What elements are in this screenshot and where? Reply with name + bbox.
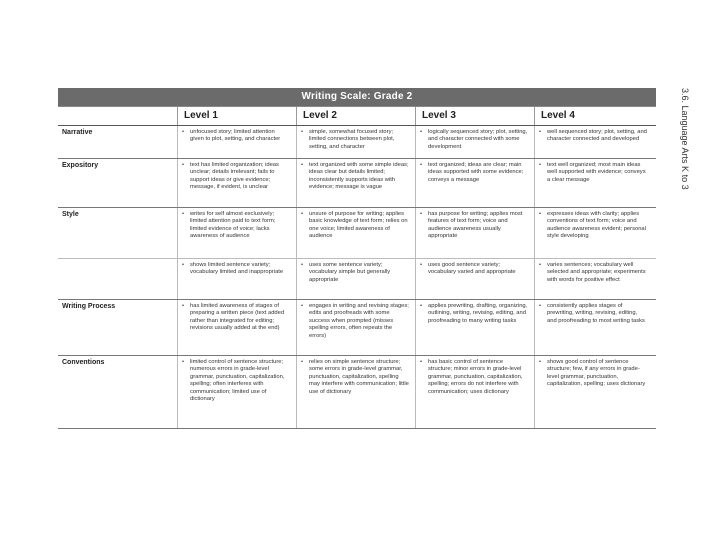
table-cell: • varies sentences; vocabulary well selected and appropriate; experiments with words for positive effect	[534, 259, 653, 299]
table-row-expository	[58, 159, 656, 208]
side-page-label	[666, 88, 696, 208]
level-4-header: Level 4	[534, 107, 653, 125]
table-cell: • uses good sentence variety; vocabulary varied and appropriate	[415, 259, 534, 299]
side-label-text: 3.6. Language Arts K to 3	[680, 88, 690, 190]
writing-scale-table	[58, 88, 656, 429]
table-row-conventions	[58, 356, 656, 429]
table-cell: • expresses ideas with clarity; applies conventions of text form; voice and audience awareness evident; personal style developing	[534, 208, 653, 258]
table-cell: • simple, somewhat focused story; limited connections between plot, setting, and character	[296, 126, 415, 158]
table-cell: • logically sequenced story; plot, setting, and character connected with some development	[415, 126, 534, 158]
table-cell: • engages in writing and revising stages; edits and proofreads with some success when prompted (misses spelling errors, often repeats the errors)	[296, 300, 415, 355]
table-cell: • relies on simple sentence structure; some errors in grade-level grammar, punctuation, capitalization, spelling may interfere with communication; little use of dictionary	[296, 356, 415, 428]
table-cell: • writes for self almost exclusively; limited attention paid to text form; limited evidence of voice; lacks awareness of audience	[177, 208, 296, 258]
table-cell: • has limited awareness of stages of preparing a written piece (text added rather than integrated for editing; revisions usually added at the end)	[177, 300, 296, 355]
level-1-header: Level 1	[177, 107, 296, 125]
table-cell: • text organized; ideas are clear; main ideas supported with some evidence; conveys a message	[415, 159, 534, 207]
level-3-header: Level 3	[415, 107, 534, 125]
level-2-header: Level 2	[296, 107, 415, 125]
table-cell: • consistently applies stages of prewriting, writing, revising, editing, and proofreading to most writing tasks	[534, 300, 653, 355]
table-cell: • text has limited organization; ideas unclear; details irrelevant; fails to support ideas or give evidence; message, if evident, is unclear	[177, 159, 296, 207]
table-cell: • text organized with some simple ideas; ideas clear but details limited; inconsistently supports ideas with evidence; message is vague	[296, 159, 415, 207]
table-cell: • limited control of sentence structure; numerous errors in grade-level grammar, punctuation, capitalization, spelling; often interferes with communication; limited use of dictionary	[177, 356, 296, 428]
table-cell: • shows limited sentence variety; vocabulary limited and inappropriate	[177, 259, 296, 299]
row-category: Expository	[62, 162, 99, 169]
table-cell: • shows good control of sentence structure; few, if any errors in grade-level grammar, punctuation, capitalization, spelling; uses dictionary	[534, 356, 653, 428]
table-cell: • has basic control of sentence structure; minor errors in grade-level grammar, punctuation, capitalization, spelling; errors do not interfere with communication; uses dictionary	[415, 356, 534, 428]
table-row-writing-process	[58, 300, 656, 356]
table-cell: • unsure of purpose for writing; applies basic knowledge of text form; relies on one voice; limited awareness of audience	[296, 208, 415, 258]
category-header	[58, 107, 177, 125]
table-title: Writing Scale: Grade 2	[58, 88, 656, 106]
table-row-style	[58, 208, 656, 259]
table-cell: • applies prewriting, drafting, organizing, outlining, writing, revising, editing, and proofreading to many writing tasks	[415, 300, 534, 355]
row-category	[58, 259, 177, 299]
table-row-style-continued	[58, 259, 656, 300]
row-category: Writing Process	[62, 303, 116, 310]
table-cell: • has purpose for writing; applies most features of text form; voice and audience awareness usually appropriate	[415, 208, 534, 258]
row-category: Style	[62, 211, 79, 218]
table-cell: • unfocused story; limited attention given to plot, setting, and character	[177, 126, 296, 158]
level-header-row	[58, 106, 656, 126]
table-row-narrative	[58, 126, 656, 159]
table-cell: • text well organized; most main ideas well supported with evidence; conveys a clear message	[534, 159, 653, 207]
table-cell: • well sequenced story; plot, setting, and character connected and developed	[534, 126, 653, 158]
row-category: Narrative	[62, 129, 93, 136]
row-category: Conventions	[62, 359, 105, 366]
table-cell: • uses some sentence variety; vocabulary simple but generally appropriate	[296, 259, 415, 299]
